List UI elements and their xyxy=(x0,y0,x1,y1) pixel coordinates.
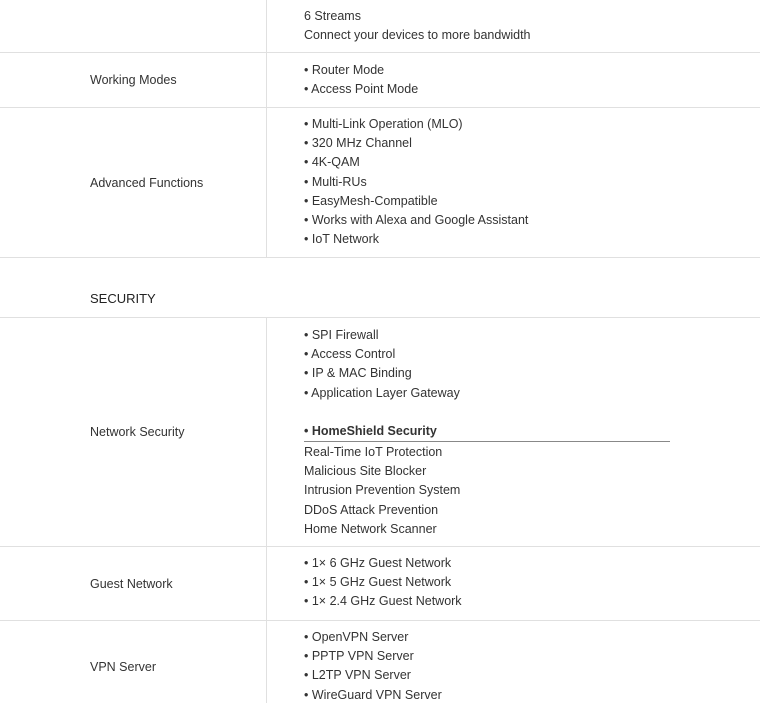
section-header-security xyxy=(0,258,760,318)
section-title: SECURITY xyxy=(90,291,156,306)
spec-row-advanced-functions xyxy=(0,108,760,258)
homeshield-item: Intrusion Prevention System xyxy=(304,483,461,498)
spacer xyxy=(304,403,670,422)
row-divider xyxy=(266,108,267,257)
spec-value: • 1× 5 GHz Guest Network xyxy=(304,575,452,590)
spec-value: • 1× 2.4 GHz Guest Network xyxy=(304,594,462,609)
spec-value: • PPTP VPN Server xyxy=(304,649,414,664)
spec-row-streams xyxy=(0,0,760,53)
spec-value: • Works with Alexa and Google Assistant xyxy=(304,212,529,227)
spec-value: • SPI Firewall xyxy=(304,328,379,342)
spec-values-advanced-functions xyxy=(304,115,528,249)
spec-row-network-security xyxy=(0,318,760,547)
spec-value: • WireGuard VPN Server xyxy=(304,687,442,702)
spec-values-vpn-server xyxy=(304,628,442,703)
spec-value: Connect your devices to more bandwidth xyxy=(304,28,531,43)
spec-values-streams xyxy=(304,7,531,45)
spec-value: • EasyMesh-Compatible xyxy=(304,193,438,208)
spec-value: 6 Streams xyxy=(304,9,361,23)
spec-value: • 320 MHz Channel xyxy=(304,136,412,151)
spec-values-guest-network xyxy=(304,554,462,612)
spec-value: • Access Point Mode xyxy=(304,82,419,97)
spec-row-vpn-server xyxy=(0,621,760,703)
spec-value: • Access Control xyxy=(304,347,396,362)
homeshield-item: Malicious Site Blocker xyxy=(304,464,427,479)
spec-label-working-modes: Working Modes xyxy=(90,73,177,87)
homeshield-item: DDoS Attack Prevention xyxy=(304,502,439,517)
row-divider xyxy=(266,318,267,546)
spec-value: • Multi-RUs xyxy=(304,174,367,189)
spec-value: • Router Mode xyxy=(304,63,385,77)
spec-value: • L2TP VPN Server xyxy=(304,668,411,683)
spec-values-working-modes xyxy=(304,61,418,99)
homeshield-title: • HomeShield Security xyxy=(304,422,670,442)
spec-label-vpn-server: VPN Server xyxy=(90,660,156,674)
row-divider xyxy=(266,53,267,107)
spec-label-advanced-functions: Advanced Functions xyxy=(90,176,204,190)
spec-value: • Multi-Link Operation (MLO) xyxy=(304,117,463,131)
homeshield-item: Home Network Scanner xyxy=(304,521,437,536)
row-divider xyxy=(266,0,267,52)
spec-label-network-security: Network Security xyxy=(90,425,185,439)
spec-row-guest-network xyxy=(0,547,760,621)
spec-value: • IP & MAC Binding xyxy=(304,366,412,381)
row-divider xyxy=(266,547,267,620)
spec-row-working-modes xyxy=(0,53,760,108)
spec-label-guest-network: Guest Network xyxy=(90,577,173,591)
spec-value: • IoT Network xyxy=(304,232,379,247)
spec-value: • Application Layer Gateway xyxy=(304,385,460,400)
homeshield-item: Real-Time IoT Protection xyxy=(304,444,443,459)
spec-value: • 1× 6 GHz Guest Network xyxy=(304,556,452,570)
spec-value: • OpenVPN Server xyxy=(304,630,409,644)
spec-value: • 4K-QAM xyxy=(304,155,360,170)
spec-values-network-security xyxy=(304,326,670,539)
row-divider xyxy=(266,621,267,703)
